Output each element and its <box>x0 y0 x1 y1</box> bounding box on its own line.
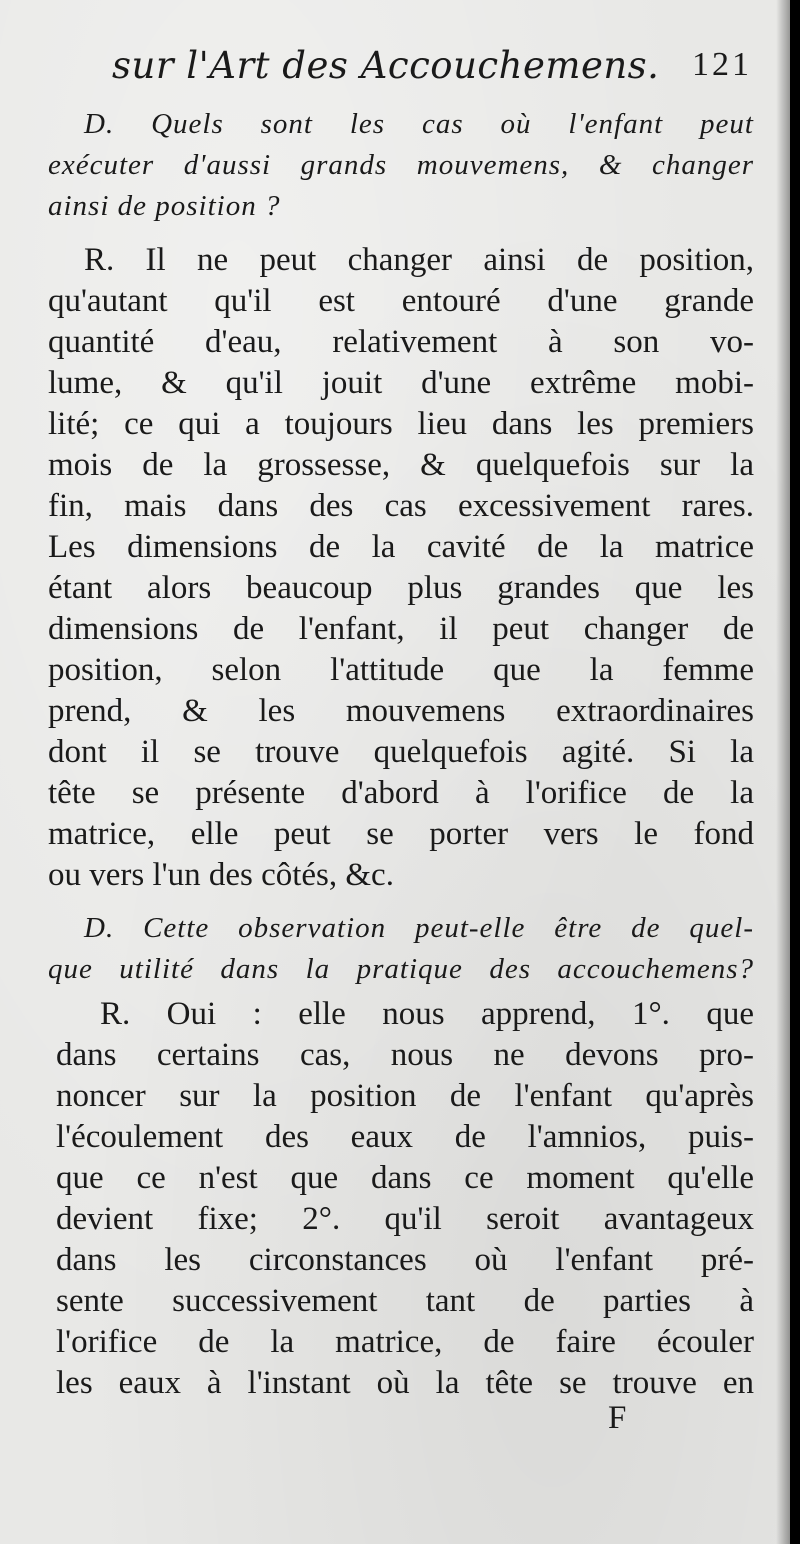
text-line: l'écoulement des eaux de l'amnios, puis- <box>56 1119 754 1155</box>
answer-2 <box>56 994 754 1404</box>
running-title: sur l'Art des Accouchemens. <box>112 44 660 87</box>
text-line: qu'autant qu'il est entouré d'une grande <box>48 283 754 319</box>
text-line: tête se présente d'abord à l'orifice de la <box>48 775 754 811</box>
text-line: lume, & qu'il jouit d'une extrême mobi- <box>48 365 754 401</box>
question-1 <box>48 104 754 227</box>
text-line: R. Oui : elle nous apprend, 1°. que <box>100 996 754 1032</box>
text-line: quantité d'eau, relativement à son vo- <box>48 324 754 360</box>
text-line: exécuter d'aussi grands mouvemens, & changer <box>48 149 754 181</box>
text-line: étant alors beaucoup plus grandes que les <box>48 570 754 606</box>
page-edge-shadow <box>776 0 790 1544</box>
answer-1 <box>48 240 754 896</box>
page-header <box>112 44 752 96</box>
question-2 <box>48 908 754 990</box>
text-line: R. Il ne peut changer ainsi de position, <box>84 242 754 278</box>
text-line: sente successivement tant de parties à <box>56 1283 754 1319</box>
text-line: dont il se trouve quelquefois agité. Si la <box>48 734 754 770</box>
text-line: que ce n'est que dans ce moment qu'elle <box>56 1160 754 1196</box>
text-line: ainsi de position ? <box>48 190 281 222</box>
text-line: D. Cette observation peut-elle être de quel- <box>84 912 754 944</box>
text-line: lité; ce qui a toujours lieu dans les premiers <box>48 406 754 442</box>
text-line: position, selon l'attitude que la femme <box>48 652 754 688</box>
text-line: ou vers l'un des côtés, &c. <box>48 857 394 893</box>
text-line: noncer sur la position de l'enfant qu'après <box>56 1078 754 1114</box>
text-line: dans certains cas, nous ne devons pro- <box>56 1037 754 1073</box>
signature-mark: F <box>608 1400 627 1436</box>
text-line: prend, & les mouvemens extraordinaires <box>48 693 754 729</box>
text-line: dimensions de l'enfant, il peut changer de <box>48 611 754 647</box>
text-line: matrice, elle peut se porter vers le fond <box>48 816 754 852</box>
text-line: Les dimensions de la cavité de la matrice <box>48 529 754 565</box>
text-line: l'orifice de la matrice, de faire écouler <box>56 1324 754 1360</box>
text-line: devient fixe; 2°. qu'il seroit avantageux <box>56 1201 754 1237</box>
text-line: D. Quels sont les cas où l'enfant peut <box>84 108 754 140</box>
text-line: que utilité dans la pratique des accouchemens? <box>48 953 754 985</box>
text-line: dans les circonstances où l'enfant pré- <box>56 1242 754 1278</box>
text-line: fin, mais dans des cas excessivement rares. <box>48 488 754 524</box>
page-number: 121 <box>692 46 752 83</box>
text-line: mois de la grossesse, & quelquefois sur la <box>48 447 754 483</box>
text-line: les eaux à l'instant où la tête se trouve en <box>56 1365 754 1401</box>
